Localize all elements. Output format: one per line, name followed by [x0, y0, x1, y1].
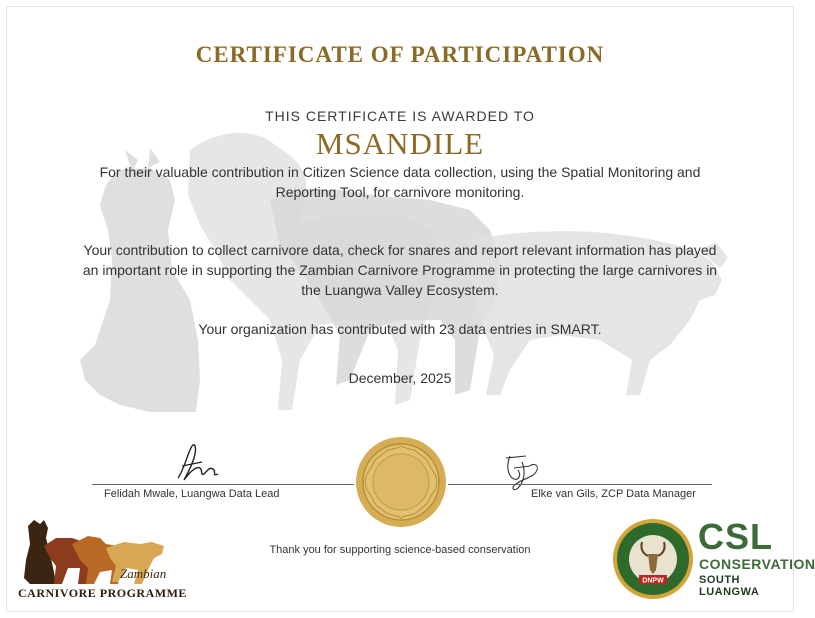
csl-conservation-text: CONSERVATION: [699, 556, 815, 572]
dnpw-abbrev-text: DNPW: [642, 577, 664, 585]
left-signatory-name: Felidah Mwale, Luangwa Data Lead: [104, 488, 280, 500]
zcp-zambian-text: Zambian: [120, 566, 167, 581]
csl-short-text: CSL: [698, 516, 773, 557]
certificate-date: December, 2025: [348, 370, 452, 386]
dnpw-emblem-icon: [612, 518, 694, 600]
gold-seal-icon: [355, 436, 447, 528]
impact-text: Your contribution to collect carnivore data, check for snares and report relevant information has played an important role in supporting the Zambian Carnivore Programme in protecting the large carnivores in the Luangwa Valley Ecosystem.: [82, 242, 718, 298]
right-signatory-name: Elke van Gils, ZCP Data Manager: [531, 488, 696, 500]
entries-text: Your organization has contributed with 23 data entries in SMART.: [198, 321, 602, 337]
right-signature-line: [448, 484, 712, 485]
thanks-text: Thank you for supporting science-based conservation: [269, 544, 531, 556]
certificate-title: CERTIFICATE OF PARTICIPATION: [195, 42, 605, 67]
csl-location-text: SOUTH LUANGWA: [699, 574, 760, 598]
awarded-to-label: THIS CERTIFICATE IS AWARDED TO: [265, 108, 535, 124]
left-signature-line: [92, 484, 354, 485]
left-signature-icon: [170, 440, 230, 485]
contribution-text: For their valuable contribution in Citizen Science data collection, using the Spatial Monitoring and Reporting Tool, for carnivore monitoring.: [99, 164, 701, 200]
recipient-name: MSANDILE: [315, 126, 485, 161]
zcp-programme-text: CARNIVORE PROGRAMME: [18, 586, 187, 600]
